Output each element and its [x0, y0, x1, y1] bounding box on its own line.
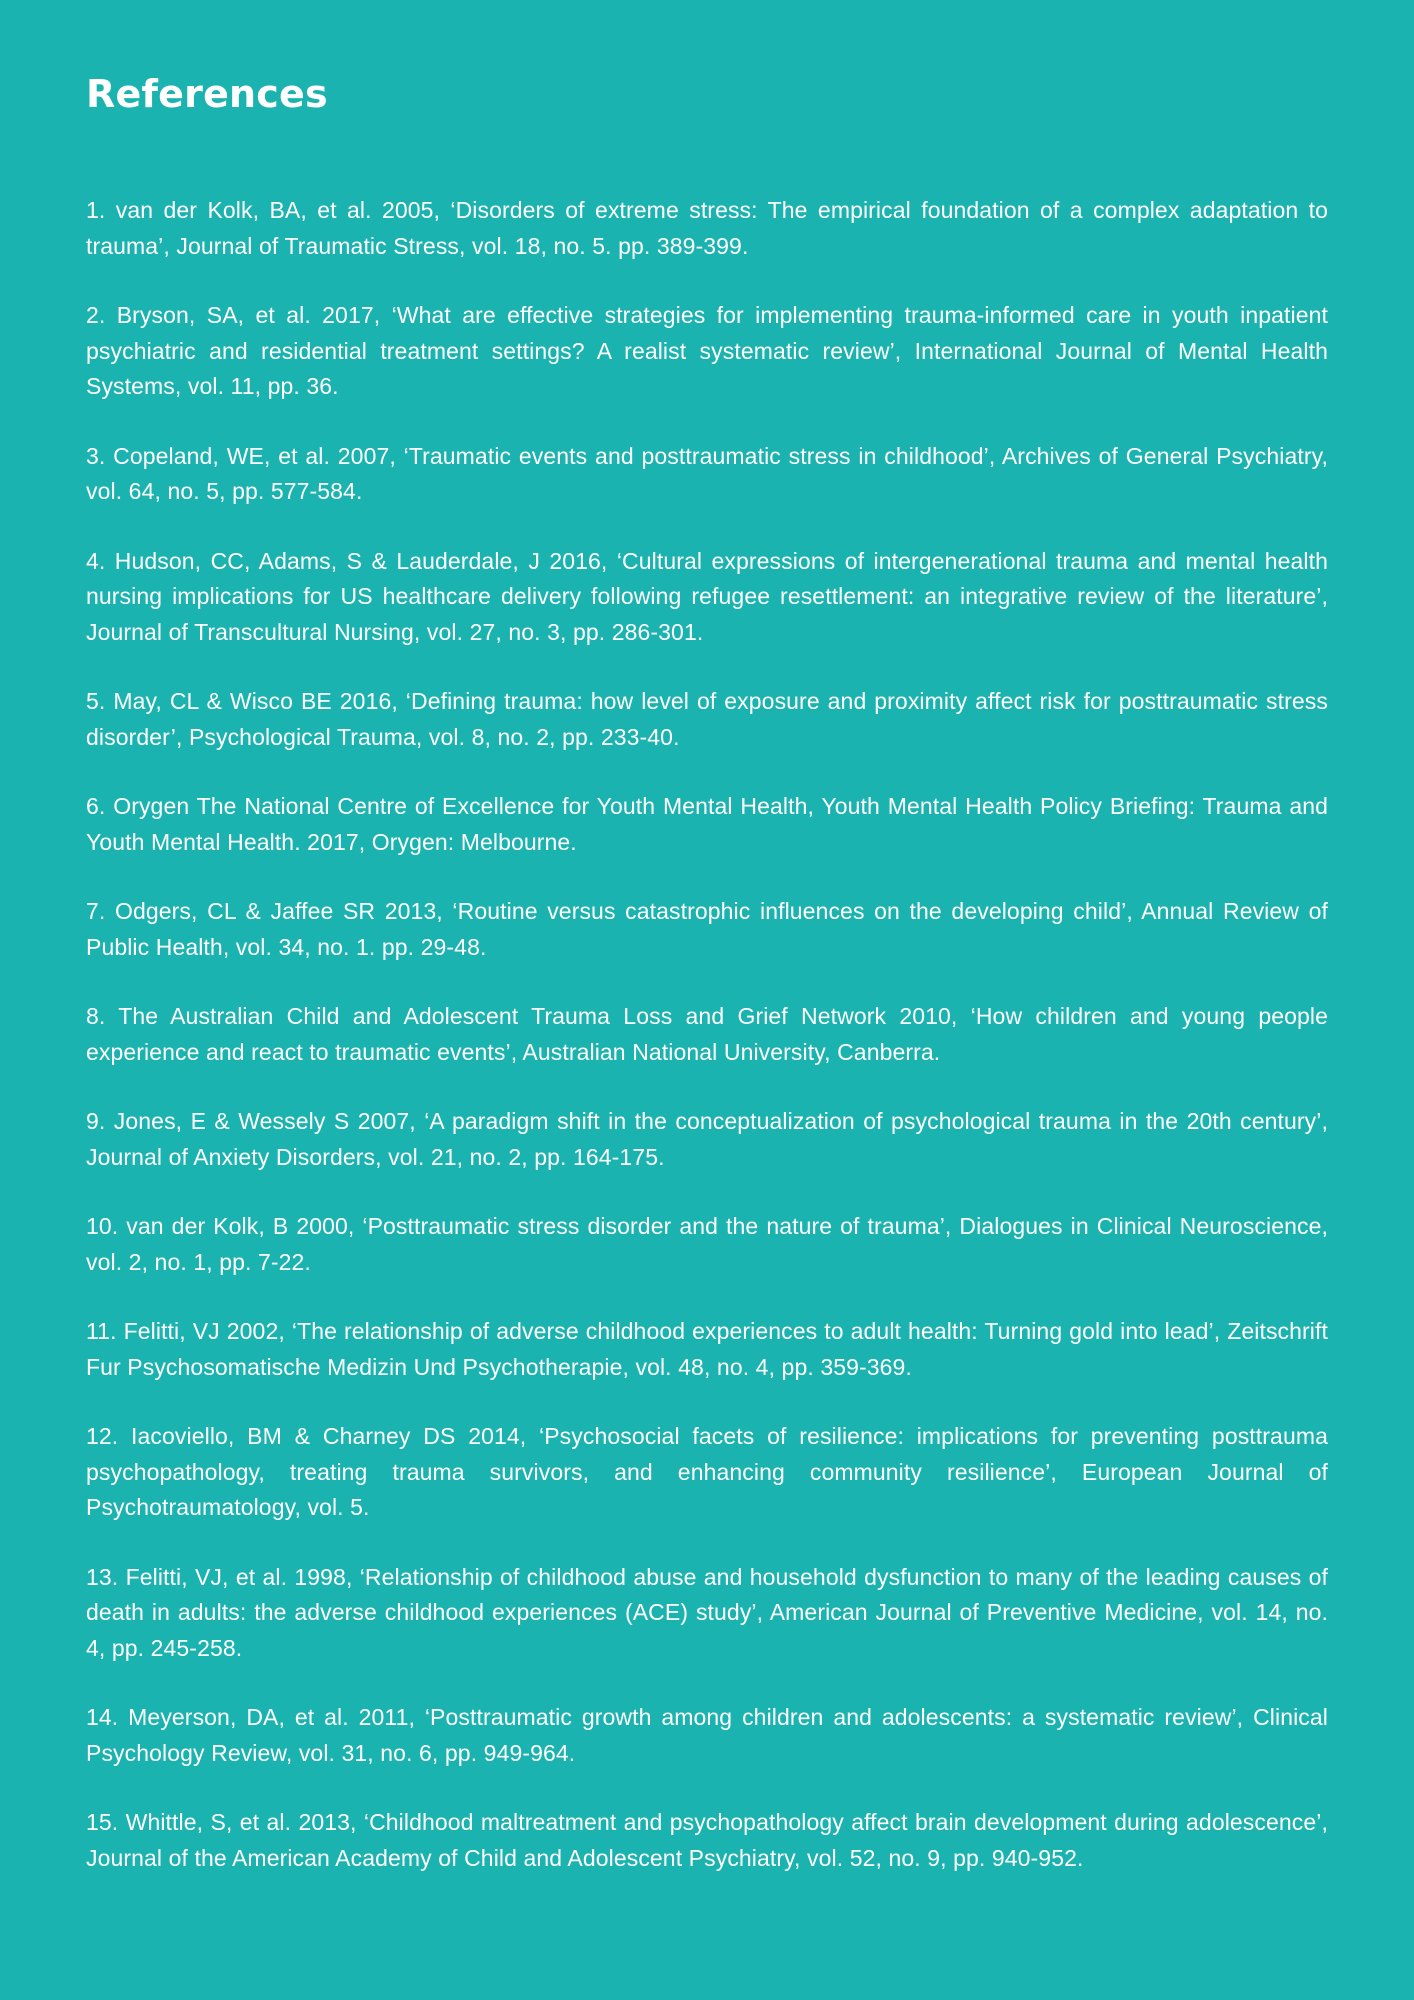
- reference-item: 10. van der Kolk, B 2000, ‘Posttraumatic stress disorder and the nature of trauma’, Dialogues in Clinical Neuroscience, vol. 2, no. 1, pp. 7-22.: [86, 1213, 1328, 1275]
- reference-list: [86, 193, 1328, 1876]
- reference-item: 6. Orygen The National Centre of Excellence for Youth Mental Health, Youth Mental Health Policy Briefing: Trauma and Youth Mental Health. 2017, Orygen: Melbourne.: [86, 793, 1328, 855]
- reference-item: 9. Jones, E & Wessely S 2007, ‘A paradigm shift in the conceptualization of psychological trauma in the 20th century’, Journal of Anxiety Disorders, vol. 21, no. 2, pp. 164-175.: [86, 1108, 1328, 1170]
- reference-item: 7. Odgers, CL & Jaffee SR 2013, ‘Routine versus catastrophic influences on the developing child’, Annual Review of Public Health, vol. 34, no. 1. pp. 29-48.: [86, 898, 1328, 960]
- reference-item: 4. Hudson, CC, Adams, S & Lauderdale, J 2016, ‘Cultural expressions of intergenerational trauma and mental health nursing implications for US healthcare delivery following refugee resettlement: an integrative review of the literature’, Journal of Transcultural Nursing, vol. 27, no. 3, pp. 286-301.: [86, 547, 1328, 645]
- reference-item: 3. Copeland, WE, et al. 2007, ‘Traumatic events and posttraumatic stress in childhood’, Archives of General Psychiatry, vol. 64, no. 5, pp. 577-584.: [86, 442, 1328, 504]
- reference-item: 5. May, CL & Wisco BE 2016, ‘Defining trauma: how level of exposure and proximity affect risk for posttraumatic stress disorder’, Psychological Trauma, vol. 8, no. 2, pp. 233-40.: [86, 688, 1328, 750]
- reference-item: 1. van der Kolk, BA, et al. 2005, ‘Disorders of extreme stress: The empirical foundation of a complex adaptation to trauma’, Journal of Traumatic Stress, vol. 18, no. 5. pp. 389-399.: [86, 197, 1328, 259]
- reference-item: 15. Whittle, S, et al. 2013, ‘Childhood maltreatment and psychopathology affect brain development during adolescence’, Journal of the American Academy of Child and Adolescent Psychiatry, vol. 52, no. 9, pp. 940-952.: [86, 1809, 1328, 1871]
- reference-item: 12. Iacoviello, BM & Charney DS 2014, ‘Psychosocial facets of resilience: implications for preventing posttrauma psychopathology, treating trauma survivors, and enhancing community resilience’, European Journal of Psychotraumatology, vol. 5.: [86, 1423, 1328, 1520]
- page-title: References: [86, 72, 328, 116]
- reference-item: 8. The Australian Child and Adolescent Trauma Loss and Grief Network 2010, ‘How children and young people experience and react to traumatic events’, Australian National University, Canberra.: [86, 1003, 1328, 1065]
- reference-item: 14. Meyerson, DA, et al. 2011, ‘Posttraumatic growth among children and adolescents: a systematic review’, Clinical Psychology Review, vol. 31, no. 6, pp. 949-964.: [86, 1704, 1328, 1766]
- reference-item: 11. Felitti, VJ 2002, ‘The relationship of adverse childhood experiences to adult health: Turning gold into lead’, Zeitschrift Fur Psychosomatische Medizin Und Psychotherapie, vol. 48, no. 4, pp. 359-369.: [86, 1318, 1328, 1380]
- reference-item: 13. Felitti, VJ, et al. 1998, ‘Relationship of childhood abuse and household dysfunction to many of the leading causes of death in adults: the adverse childhood experiences (ACE) study’, American Journal of Preventive Medicine, vol. 14, no. 4, pp. 245-258.: [86, 1563, 1328, 1661]
- reference-item: 2. Bryson, SA, et al. 2017, ‘What are effective strategies for implementing trauma-informed care in youth inpatient psychiatric and residential treatment settings? A realist systematic review’, International Journal of Mental Health Systems, vol. 11, pp. 36.: [86, 302, 1328, 399]
